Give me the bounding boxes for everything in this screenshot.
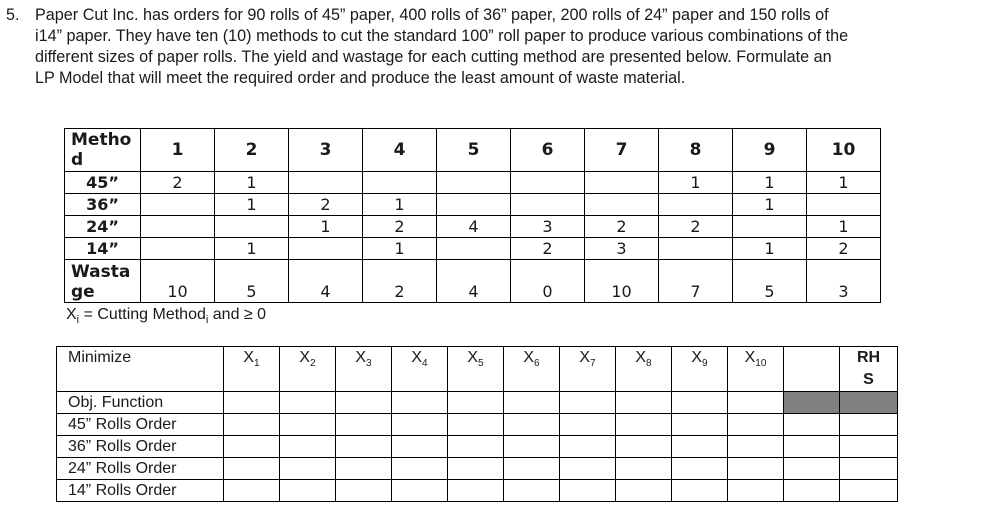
lp-cell[interactable] — [840, 414, 898, 436]
waste-cell: 10 — [585, 260, 659, 303]
wastage-row — [65, 260, 881, 303]
problem-number: 5. — [6, 6, 20, 24]
variable-definition: $X_i$ = Cutting Method$_i$ and ≥ 0 — [66, 306, 267, 327]
lp-cell[interactable] — [392, 436, 448, 458]
yield-cell: 1 — [807, 172, 881, 194]
lp-cell[interactable] — [560, 414, 616, 436]
yield-cell: 1 — [733, 238, 807, 260]
lp-cell[interactable] — [728, 392, 784, 414]
waste-cell: 5 — [215, 260, 289, 303]
problem-line: Paper Cut Inc. has orders for 90 rolls of 45” paper, 400 rolls of 36” paper, 200 rolls of 24” paper and 150 rolls of — [35, 6, 829, 24]
problem-line: i14” paper. They have ten (10) methods to cut the standard 100” roll paper to produce various combinations of the — [35, 27, 849, 45]
yield-cell — [437, 172, 511, 194]
lp-cell[interactable] — [224, 458, 280, 480]
lp-cell[interactable] — [840, 458, 898, 480]
variable-header: $X_2$ — [280, 347, 336, 392]
cutting-methods-table — [64, 128, 881, 303]
lp-model-table — [56, 346, 898, 502]
yield-cell — [733, 216, 807, 238]
yield-cell — [511, 172, 585, 194]
yield-cell — [141, 216, 215, 238]
yield-cell: 2 — [659, 216, 733, 238]
lp-header-row — [57, 347, 898, 392]
yield-cell: 2 — [363, 216, 437, 238]
variable-header: $X_4$ — [392, 347, 448, 392]
lp-cell[interactable] — [728, 480, 784, 502]
yield-cell: 1 — [215, 194, 289, 216]
yield-cell — [141, 238, 215, 260]
waste-cell: 7 — [659, 260, 733, 303]
lp-cell[interactable] — [560, 458, 616, 480]
yield-cell — [585, 172, 659, 194]
lp-cell[interactable] — [616, 436, 672, 458]
method-number: 10 — [807, 129, 881, 172]
lp-cell[interactable] — [672, 480, 728, 502]
waste-cell: 4 — [437, 260, 511, 303]
method-number: 3 — [289, 129, 363, 172]
lp-cell[interactable] — [616, 458, 672, 480]
method-number: 9 — [733, 129, 807, 172]
yield-cell — [511, 194, 585, 216]
variable-header: $X_{10}$ — [728, 347, 784, 392]
yield-cell: 3 — [585, 238, 659, 260]
lp-cell[interactable] — [672, 392, 728, 414]
lp-cell[interactable] — [224, 392, 280, 414]
yield-cell: 2 — [289, 194, 363, 216]
problem-line: different sizes of paper rolls. The yield and wastage for each cutting method are presented below. Formulate an — [35, 48, 832, 66]
yield-row-24 — [65, 216, 881, 238]
lp-cell[interactable] — [616, 392, 672, 414]
lp-cell[interactable] — [336, 414, 392, 436]
lp-row-label: 45” Rolls Order — [57, 414, 224, 436]
problem-line: LP Model that will meet the required order and produce the least amount of waste material. — [35, 69, 686, 87]
lp-row-label: 36” Rolls Order — [57, 436, 224, 458]
lp-row-45 — [57, 414, 898, 436]
method-number: 8 — [659, 129, 733, 172]
lp-cell[interactable] — [728, 414, 784, 436]
variable-header: $X_6$ — [504, 347, 560, 392]
shaded-cell — [840, 392, 898, 414]
lp-cell[interactable] — [672, 458, 728, 480]
yield-cell: 1 — [659, 172, 733, 194]
lp-cell[interactable] — [392, 392, 448, 414]
yield-cell: 1 — [363, 194, 437, 216]
variable-header: $X_5$ — [448, 347, 504, 392]
lp-cell[interactable] — [560, 392, 616, 414]
waste-cell: 10 — [141, 260, 215, 303]
lp-cell[interactable] — [280, 480, 336, 502]
method-number: 7 — [585, 129, 659, 172]
lp-row-label: 24” Rolls Order — [57, 458, 224, 480]
yield-cell — [363, 172, 437, 194]
lp-row-36 — [57, 436, 898, 458]
row-label: 14” — [65, 238, 141, 260]
yield-cell: 2 — [511, 238, 585, 260]
lp-cell[interactable] — [224, 436, 280, 458]
lp-cell[interactable] — [224, 414, 280, 436]
waste-cell: 0 — [511, 260, 585, 303]
yield-cell — [289, 238, 363, 260]
yield-cell — [437, 194, 511, 216]
variable-header: $X_8$ — [616, 347, 672, 392]
lp-cell[interactable] — [280, 436, 336, 458]
lp-cell[interactable] — [560, 436, 616, 458]
waste-cell: 3 — [807, 260, 881, 303]
waste-cell: 2 — [363, 260, 437, 303]
lp-cell[interactable] — [448, 480, 504, 502]
yield-cell: 1 — [807, 216, 881, 238]
method-header-label: Metho d — [65, 129, 141, 172]
variable-header: $X_7$ — [560, 347, 616, 392]
row-label: 45” — [65, 172, 141, 194]
wastage-label: Wasta ge — [65, 260, 141, 303]
yield-cell: 1 — [733, 194, 807, 216]
lp-cell[interactable] — [448, 436, 504, 458]
variable-header: $X_9$ — [672, 347, 728, 392]
problem-text — [35, 5, 975, 89]
lp-cell[interactable] — [504, 436, 560, 458]
method-number: 6 — [511, 129, 585, 172]
lp-cell[interactable] — [448, 458, 504, 480]
minimize-label: Minimize — [57, 347, 224, 392]
lp-cell[interactable] — [728, 458, 784, 480]
yield-row-45 — [65, 172, 881, 194]
lp-cell[interactable] — [504, 458, 560, 480]
lp-row-label: 14” Rolls Order — [57, 480, 224, 502]
yield-cell: 3 — [511, 216, 585, 238]
waste-cell: 4 — [289, 260, 363, 303]
lp-row-24 — [57, 458, 898, 480]
lp-cell[interactable] — [336, 458, 392, 480]
lp-cell[interactable] — [392, 414, 448, 436]
yield-cell — [807, 194, 881, 216]
lp-cell[interactable] — [504, 414, 560, 436]
lp-cell[interactable] — [616, 480, 672, 502]
waste-cell: 5 — [733, 260, 807, 303]
yield-cell: 2 — [141, 172, 215, 194]
lp-cell[interactable] — [728, 436, 784, 458]
yield-cell: 1 — [215, 238, 289, 260]
lp-cell[interactable] — [672, 436, 728, 458]
method-number: 5 — [437, 129, 511, 172]
yield-cell — [289, 172, 363, 194]
lp-cell[interactable] — [392, 480, 448, 502]
rhs-header: RH S — [840, 347, 898, 392]
lp-cell[interactable] — [784, 436, 840, 458]
variable-header: $X_3$ — [336, 347, 392, 392]
lp-cell[interactable] — [448, 392, 504, 414]
yield-cell — [659, 194, 733, 216]
method-number: 2 — [215, 129, 289, 172]
yield-cell: 1 — [289, 216, 363, 238]
yield-row-14 — [65, 238, 881, 260]
lp-cell[interactable] — [840, 480, 898, 502]
lp-cell[interactable] — [840, 436, 898, 458]
yield-cell: 2 — [585, 216, 659, 238]
lp-cell[interactable] — [224, 480, 280, 502]
lp-cell[interactable] — [672, 414, 728, 436]
yield-cell: 1 — [215, 172, 289, 194]
lp-row-objective — [57, 392, 898, 414]
lp-cell[interactable] — [616, 414, 672, 436]
method-number: 4 — [363, 129, 437, 172]
method-header-row — [65, 129, 881, 172]
lp-cell[interactable] — [336, 480, 392, 502]
lp-cell[interactable] — [336, 436, 392, 458]
yield-cell: 1 — [733, 172, 807, 194]
yield-cell — [585, 194, 659, 216]
lp-cell[interactable] — [784, 414, 840, 436]
lp-cell[interactable] — [280, 414, 336, 436]
yield-cell: 4 — [437, 216, 511, 238]
lp-cell[interactable] — [448, 414, 504, 436]
lp-row-14 — [57, 480, 898, 502]
lp-cell[interactable] — [784, 458, 840, 480]
row-label: 36” — [65, 194, 141, 216]
yield-cell — [659, 238, 733, 260]
lp-cell[interactable] — [504, 480, 560, 502]
lp-row-label: Obj. Function — [57, 392, 224, 414]
lp-cell[interactable] — [280, 392, 336, 414]
yield-cell — [437, 238, 511, 260]
shaded-cell — [784, 392, 840, 414]
lp-cell[interactable] — [784, 480, 840, 502]
lp-cell[interactable] — [504, 392, 560, 414]
lp-cell[interactable] — [336, 392, 392, 414]
yield-row-36 — [65, 194, 881, 216]
lp-cell[interactable] — [280, 458, 336, 480]
lp-cell[interactable] — [392, 458, 448, 480]
yield-cell — [215, 216, 289, 238]
method-number: 1 — [141, 129, 215, 172]
row-label: 24” — [65, 216, 141, 238]
yield-cell — [141, 194, 215, 216]
blank-header — [784, 347, 840, 392]
yield-cell: 1 — [363, 238, 437, 260]
yield-cell: 2 — [807, 238, 881, 260]
variable-header: $X_1$ — [224, 347, 280, 392]
lp-cell[interactable] — [560, 480, 616, 502]
